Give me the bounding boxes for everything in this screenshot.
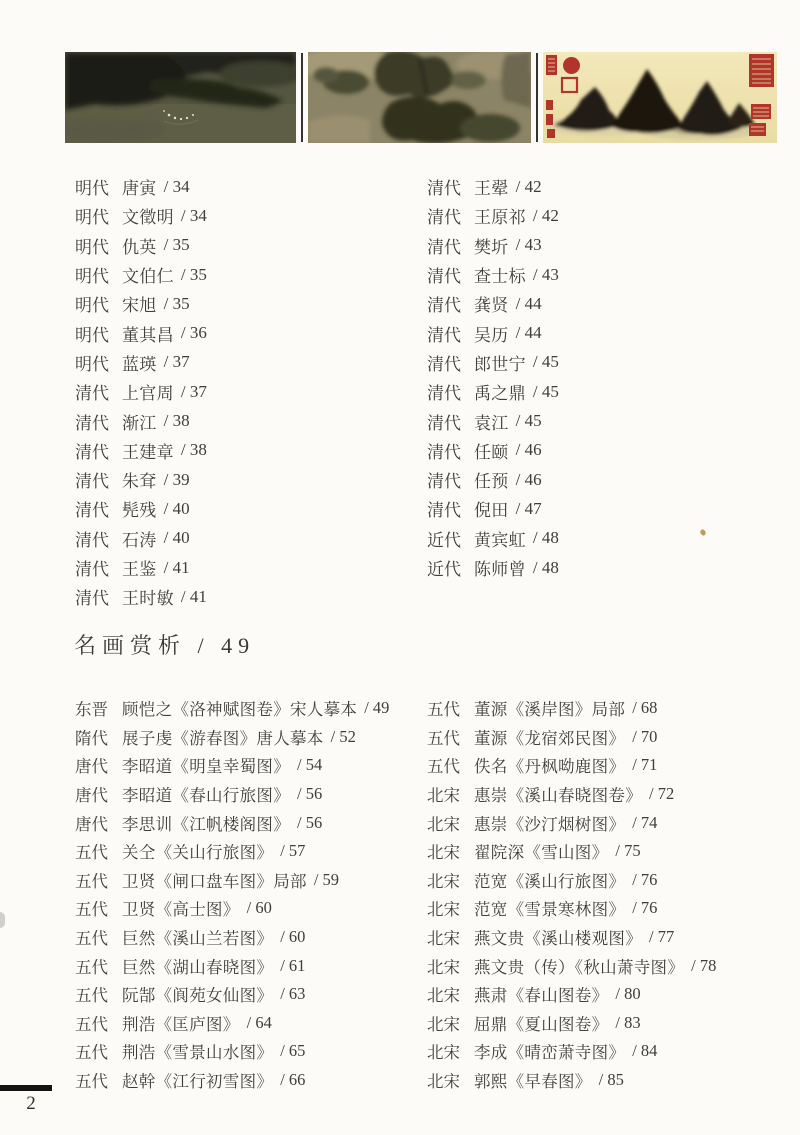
entry-title: 燕肃《春山图卷》	[474, 986, 609, 1006]
entry-title: 宋旭	[122, 296, 157, 316]
entry-title: 翟院深《雪山图》	[474, 843, 609, 863]
footer-rule	[0, 1085, 52, 1091]
entry-page: / 44	[515, 323, 542, 343]
entry-title: 展子虔《游春图》唐人摹本	[122, 728, 324, 748]
entry-title: 荆浩《雪景山水图》	[122, 1043, 274, 1063]
entry-page: / 46	[515, 469, 542, 489]
dynasty-label: 唐代	[75, 786, 108, 806]
entry-page: / 40	[163, 498, 190, 518]
dynasty-label: 北宋	[427, 1014, 460, 1034]
toc-entry	[427, 951, 716, 980]
toc-entry	[427, 318, 559, 347]
entry-title: 陈师曾	[474, 560, 526, 579]
dynasty-label: 五代	[427, 700, 460, 720]
toc-entry	[75, 808, 389, 837]
entry-page: / 42	[515, 176, 542, 196]
dynasty-label: 清代	[427, 413, 461, 433]
toc-entry	[427, 866, 716, 895]
entry-page: / 70	[632, 726, 658, 746]
dynasty-label: 明代	[75, 296, 109, 316]
dynasty-label: 明代	[75, 179, 109, 199]
entry-page: / 43	[515, 235, 542, 255]
dynasty-label: 近代	[427, 530, 461, 550]
entry-page: / 56	[297, 812, 323, 832]
entry-page: / 56	[297, 784, 323, 804]
entry-page: / 49	[364, 698, 390, 718]
toc-entry	[75, 1009, 389, 1038]
entry-title: 卫贤《闸口盘车图》局部	[122, 871, 307, 891]
dynasty-label: 清代	[427, 325, 461, 345]
toc-entry	[427, 465, 559, 494]
entry-page: / 77	[649, 927, 675, 947]
toc-entry	[427, 201, 559, 230]
entry-page: / 52	[330, 726, 356, 746]
toc-entry	[427, 1037, 716, 1066]
toc-entry	[75, 582, 207, 611]
painting-thumbnails-strip	[65, 52, 777, 143]
entry-title: 任颐	[474, 442, 509, 462]
artist-index-right-column	[427, 172, 559, 582]
entry-title: 黄宾虹	[474, 530, 526, 550]
thumbnail-wooded-landscape	[308, 52, 531, 143]
thumbnail-divider	[301, 53, 303, 142]
edge-smudge	[0, 912, 5, 928]
entry-page: / 40	[163, 528, 190, 548]
entry-title: 蓝瑛	[122, 354, 157, 374]
dynasty-label: 清代	[75, 501, 109, 521]
entry-title: 赵幹《江行初雪图》	[122, 1072, 274, 1092]
entry-title: 任预	[474, 472, 509, 492]
entry-page: / 83	[615, 1012, 641, 1032]
dynasty-label: 明代	[75, 325, 109, 345]
entry-page: / 41	[163, 557, 190, 577]
dynasty-label: 清代	[427, 442, 461, 462]
toc-entry	[427, 494, 559, 523]
dynasty-label: 北宋	[427, 957, 460, 977]
entry-page: / 76	[632, 898, 658, 918]
entry-page: / 35	[163, 235, 190, 255]
entry-title: 樊圻	[474, 237, 509, 257]
dynasty-label: 隋代	[75, 728, 108, 748]
toc-entry	[75, 1037, 389, 1066]
entry-title: 董其昌	[122, 325, 174, 345]
entry-page: / 65	[280, 1041, 306, 1061]
entry-title: 李昭道《春山行旅图》	[122, 786, 290, 806]
dynasty-label: 近代	[427, 560, 461, 579]
entry-page: / 71	[632, 755, 658, 775]
entry-page: / 42	[532, 205, 559, 225]
entry-title: 王时敏	[122, 589, 174, 609]
entry-page: / 74	[632, 812, 658, 832]
entry-title: 巨然《湖山春晓图》	[122, 957, 274, 977]
artist-index-left-column	[75, 172, 207, 611]
entry-page: / 78	[691, 955, 717, 975]
toc-entry	[75, 894, 389, 923]
dynasty-label: 清代	[75, 442, 109, 462]
dynasty-label: 五代	[75, 1014, 108, 1034]
toc-entry	[427, 694, 716, 723]
toc-entry	[75, 553, 207, 582]
entry-page: / 48	[532, 557, 559, 577]
dynasty-label: 清代	[75, 589, 109, 609]
dynasty-label: 五代	[427, 757, 460, 777]
toc-entry	[427, 751, 716, 780]
entry-title: 查士标	[474, 267, 526, 287]
toc-entry	[427, 1009, 716, 1038]
dynasty-label: 北宋	[427, 986, 460, 1006]
dynasty-label: 东晋	[75, 700, 108, 720]
entry-page: / 37	[180, 381, 207, 401]
toc-entry	[427, 980, 716, 1009]
dynasty-label: 清代	[75, 384, 109, 404]
entry-title: 阮郜《阆苑女仙图》	[122, 986, 274, 1006]
dynasty-label: 北宋	[427, 786, 460, 806]
entry-title: 王建章	[122, 442, 174, 462]
toc-entry	[427, 923, 716, 952]
entry-title: 董源《龙宿郊民图》	[474, 728, 626, 748]
toc-entry	[427, 289, 559, 318]
entry-page: / 85	[598, 1070, 624, 1090]
entry-page: / 64	[246, 1012, 272, 1032]
toc-entry	[427, 808, 716, 837]
entry-page: / 60	[280, 927, 306, 947]
entry-page: / 45	[532, 381, 559, 401]
entry-page: / 57	[280, 841, 306, 861]
entry-page: / 34	[163, 176, 190, 196]
entry-title: 惠崇《沙汀烟树图》	[474, 814, 626, 834]
toc-entry	[75, 780, 389, 809]
toc-entry	[427, 348, 559, 377]
toc-entry	[75, 951, 389, 980]
entry-page: / 38	[180, 440, 207, 460]
entry-title: 燕文贵《溪山楼观图》	[474, 929, 642, 949]
dynasty-label: 北宋	[427, 871, 460, 891]
entry-page: / 34	[180, 205, 207, 225]
entry-title: 王鉴	[122, 560, 157, 579]
dynasty-label: 清代	[75, 560, 109, 579]
entry-page: / 46	[515, 440, 542, 460]
toc-entry	[427, 436, 559, 465]
toc-entry	[75, 694, 389, 723]
entry-page: / 66	[280, 1070, 306, 1090]
entry-title: 郭熙《早春图》	[474, 1072, 592, 1092]
entry-page: / 59	[313, 869, 340, 889]
entry-title: 郎世宁	[474, 354, 526, 374]
paper-speck	[699, 529, 707, 537]
entry-title: 文徵明	[122, 208, 174, 228]
entry-page: / 60	[246, 898, 272, 918]
entry-page: / 36	[180, 323, 207, 343]
masterpiece-index-right-column	[427, 694, 716, 1094]
entry-page: / 38	[163, 411, 190, 431]
entry-title: 李思训《江帆楼阁图》	[122, 814, 290, 834]
dynasty-label: 北宋	[427, 900, 460, 920]
thumbnail-divider	[536, 53, 538, 142]
toc-entry	[75, 318, 207, 347]
dynasty-label: 五代	[75, 900, 108, 920]
entry-page: / 54	[297, 755, 323, 775]
dynasty-label: 清代	[427, 472, 461, 492]
entry-title: 渐江	[122, 413, 157, 433]
entry-page: / 68	[632, 698, 658, 718]
toc-entry	[75, 436, 207, 465]
entry-page: / 37	[163, 352, 190, 372]
dynasty-label: 北宋	[427, 1043, 460, 1063]
entry-title: 范宽《溪山行旅图》	[474, 871, 626, 891]
entry-title: 袁江	[474, 413, 509, 433]
entry-page: / 41	[180, 586, 207, 606]
entry-title: 范宽《雪景寒林图》	[474, 900, 626, 920]
dynasty-label: 五代	[75, 929, 108, 949]
dynasty-label: 五代	[75, 1072, 108, 1092]
toc-entry	[427, 1066, 716, 1095]
page-number: 2	[26, 1093, 36, 1114]
toc-entry	[75, 377, 207, 406]
entry-title: 屈鼎《夏山图卷》	[474, 1014, 609, 1034]
dynasty-label: 五代	[75, 986, 108, 1006]
toc-entry	[75, 231, 207, 260]
toc-entry	[75, 494, 207, 523]
entry-title: 董源《溪岸图》局部	[474, 700, 626, 720]
entry-title: 巨然《溪山兰若图》	[122, 929, 274, 949]
toc-entry	[427, 406, 559, 435]
masterpiece-index-left-column	[75, 694, 389, 1094]
toc-entry	[75, 465, 207, 494]
entry-page: / 72	[649, 784, 675, 804]
entry-page: / 35	[163, 293, 190, 313]
entry-title: 燕文贵（传）《秋山萧寺图》	[474, 957, 685, 977]
entry-page: / 35	[180, 264, 207, 284]
dynasty-label: 清代	[427, 267, 461, 287]
entry-title: 关仝《关山行旅图》	[122, 843, 274, 863]
dynasty-label: 五代	[75, 1043, 108, 1063]
toc-entry	[75, 837, 389, 866]
dynasty-label: 五代	[75, 871, 108, 891]
entry-title: 王原祁	[474, 208, 526, 228]
entry-title: 倪田	[474, 501, 509, 521]
dynasty-label: 北宋	[427, 1072, 460, 1092]
dynasty-label: 清代	[75, 530, 109, 550]
dynasty-label: 明代	[75, 237, 109, 257]
entry-page: / 45	[532, 352, 559, 372]
entry-page: / 47	[515, 498, 542, 518]
dynasty-label: 明代	[75, 208, 109, 228]
dynasty-label: 明代	[75, 267, 109, 287]
dynasty-label: 五代	[427, 728, 460, 748]
dynasty-label: 五代	[75, 843, 108, 863]
toc-entry	[75, 289, 207, 318]
entry-page: / 75	[615, 841, 641, 861]
entry-title: 上官周	[122, 384, 174, 404]
toc-entry	[75, 723, 389, 752]
toc-entry	[427, 260, 559, 289]
entry-title: 佚名《丹枫呦鹿图》	[474, 757, 626, 777]
entry-title: 龚贤	[474, 296, 509, 316]
entry-title: 唐寅	[122, 179, 157, 199]
toc-entry	[75, 260, 207, 289]
entry-page: / 43	[532, 264, 559, 284]
dynasty-label: 清代	[75, 472, 109, 492]
entry-page: / 48	[532, 528, 559, 548]
entry-page: / 76	[632, 869, 658, 889]
dynasty-label: 清代	[427, 354, 461, 374]
toc-entry	[427, 837, 716, 866]
toc-entry	[75, 1066, 389, 1095]
wooded-landscape-art	[308, 52, 531, 143]
entry-page: / 61	[280, 955, 306, 975]
toc-entry	[75, 751, 389, 780]
dynasty-label: 唐代	[75, 757, 108, 777]
entry-title: 顾恺之《洛神赋图卷》宋人摹本	[122, 700, 358, 720]
dynasty-label: 清代	[427, 296, 461, 316]
entry-title: 石涛	[122, 530, 157, 550]
toc-entry	[427, 524, 559, 553]
entry-title: 文伯仁	[122, 267, 174, 287]
entry-page: / 44	[515, 293, 542, 313]
entry-page: / 63	[280, 984, 306, 1004]
toc-entry	[427, 231, 559, 260]
dynasty-label: 唐代	[75, 814, 108, 834]
toc-entry	[75, 866, 389, 895]
dynasty-label: 清代	[427, 208, 461, 228]
entry-title: 髡残	[122, 501, 157, 521]
entry-page: / 80	[615, 984, 641, 1004]
entry-title: 荆浩《匡庐图》	[122, 1014, 240, 1034]
ink-mountains-art	[543, 52, 777, 143]
entry-title: 吴历	[474, 325, 509, 345]
entry-title: 仇英	[122, 237, 157, 257]
toc-entry	[75, 201, 207, 230]
dynasty-label: 北宋	[427, 929, 460, 949]
dark-ink-landscape-art	[65, 52, 296, 143]
dynasty-label: 北宋	[427, 814, 460, 834]
entry-page: / 84	[632, 1041, 658, 1061]
thumbnail-ink-mountains-scroll	[543, 52, 777, 143]
toc-entry	[75, 348, 207, 377]
entry-title: 王翚	[474, 179, 509, 199]
dynasty-label: 北宋	[427, 843, 460, 863]
dynasty-label: 五代	[75, 957, 108, 977]
entry-title: 李昭道《明皇幸蜀图》	[122, 757, 290, 777]
entry-page: / 45	[515, 411, 542, 431]
toc-entry	[75, 923, 389, 952]
section-title: 名画赏析 / 49	[74, 633, 256, 658]
toc-entry	[427, 377, 559, 406]
dynasty-label: 清代	[427, 384, 461, 404]
dynasty-label: 清代	[427, 501, 461, 521]
entry-title: 朱耷	[122, 472, 157, 492]
toc-entry	[75, 980, 389, 1009]
dynasty-label: 清代	[75, 413, 109, 433]
entry-title: 禹之鼎	[474, 384, 526, 404]
toc-entry	[75, 524, 207, 553]
entry-title: 惠崇《溪山春晓图卷》	[474, 786, 642, 806]
toc-entry	[427, 723, 716, 752]
dynasty-label: 明代	[75, 354, 109, 374]
toc-entry	[427, 780, 716, 809]
toc-entry	[75, 172, 207, 201]
toc-entry	[427, 894, 716, 923]
toc-entry	[427, 553, 559, 582]
toc-entry	[75, 406, 207, 435]
entry-title: 卫贤《高士图》	[122, 900, 240, 920]
dynasty-label: 清代	[427, 237, 461, 257]
thumbnail-dark-ink-landscape	[65, 52, 296, 143]
entry-title: 李成《晴峦萧寺图》	[474, 1043, 626, 1063]
toc-entry	[427, 172, 559, 201]
dynasty-label: 清代	[427, 179, 461, 199]
entry-page: / 39	[163, 469, 190, 489]
